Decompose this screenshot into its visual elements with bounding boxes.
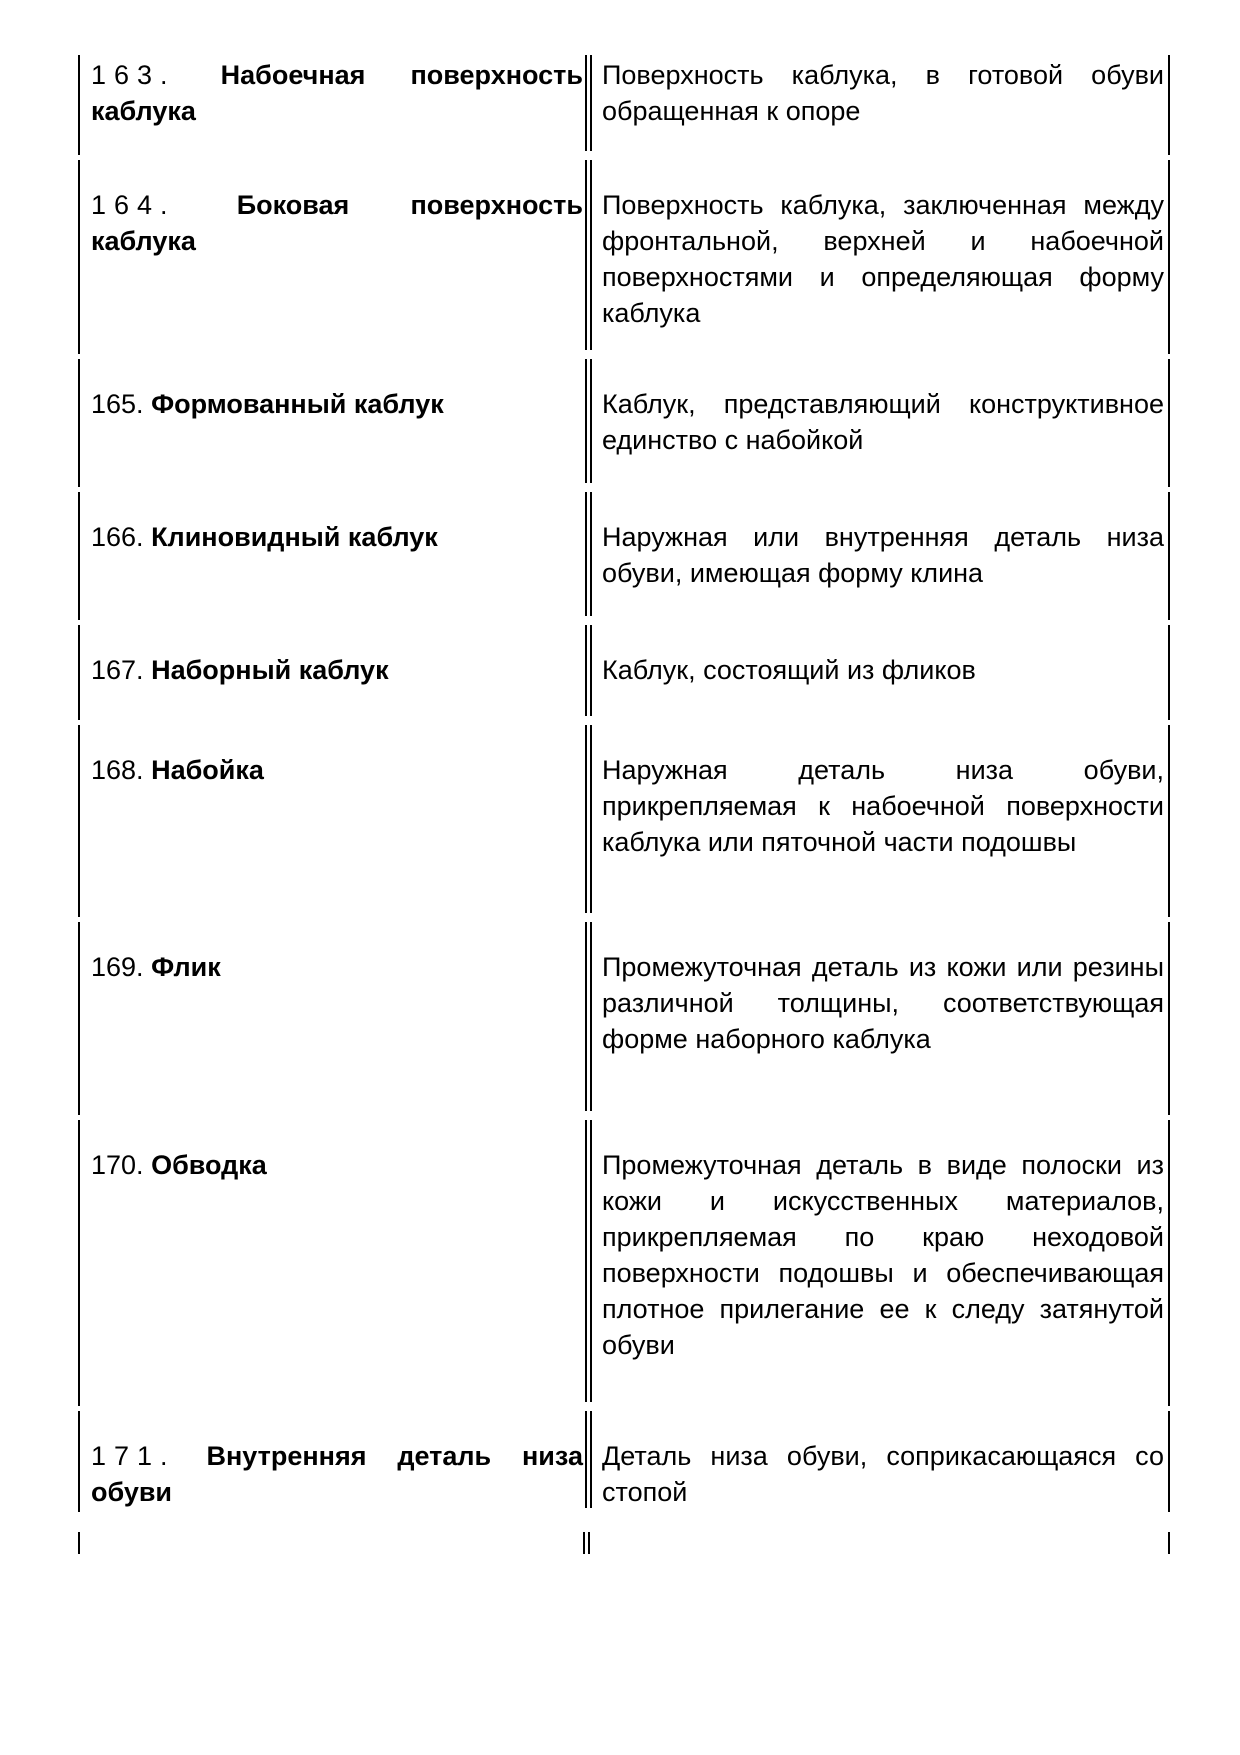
border-right — [1168, 1532, 1170, 1554]
term-name: Формованный каблук — [151, 389, 444, 419]
column-divider — [585, 1120, 592, 1406]
term-cell — [91, 57, 583, 129]
term-number: 169. — [91, 952, 144, 982]
term-number: 164. — [91, 190, 176, 220]
table-row — [78, 725, 1170, 917]
term-name: Наборный каблук — [151, 655, 389, 685]
term-name: Флик — [151, 952, 221, 982]
term-cell — [91, 519, 583, 555]
term-cell — [91, 1438, 583, 1510]
column-divider — [585, 1411, 592, 1512]
term-name: Обводка — [151, 1150, 267, 1180]
column-divider — [583, 1532, 590, 1554]
definition-cell: Наружная деталь низа обуви, прикрепляемая к набоечной поверхности каблука или пяточной части подошвы — [602, 755, 1164, 857]
table-row — [78, 359, 1170, 487]
term-cell — [91, 752, 583, 788]
column-divider — [585, 725, 592, 917]
table-row — [78, 1120, 1170, 1406]
term-number: 165. — [91, 389, 144, 419]
definition-cell: Деталь низа обуви, соприкасающаяся со стопой — [602, 1441, 1164, 1507]
column-divider — [585, 625, 592, 720]
table-row — [78, 922, 1170, 1115]
definition-cell: Промежуточная деталь из кожи или резины различной толщины, соответствующая форме наборного каблука — [602, 952, 1164, 1054]
column-divider — [585, 492, 592, 620]
definition-cell: Поверхность каблука, заключенная между фронтальной, верхней и набоечной поверхностями и определяющая форму каблука — [602, 190, 1164, 328]
term-cell — [91, 652, 583, 688]
term-number: 168. — [91, 755, 144, 785]
definition-cell: Поверхность каблука, в готовой обуви обращенная к опоре — [602, 60, 1164, 126]
term-name: Набоечная поверхность каблука — [91, 60, 583, 126]
term-name: Набойка — [151, 755, 264, 785]
terms-table — [78, 55, 1170, 1532]
term-number: 167. — [91, 655, 144, 685]
term-cell — [91, 1147, 583, 1183]
term-number: 166. — [91, 522, 144, 552]
term-cell — [91, 386, 583, 422]
term-number: 163. — [91, 60, 176, 90]
term-number: 170. — [91, 1150, 144, 1180]
definition-cell: Наружная или внутренняя деталь низа обуви, имеющая форму клина — [602, 522, 1164, 588]
term-name: Внутренняя деталь низа обуви — [91, 1441, 583, 1507]
term-name: Клиновидный каблук — [151, 522, 438, 552]
column-divider — [585, 160, 592, 354]
definition-cell: Промежуточная деталь в виде полоски из кожи и искусственных материалов, прикрепляемая по краю неходовой поверхности подошвы и обеспечивающая плотное прилегание ее к следу затянутой обуви — [602, 1150, 1164, 1360]
term-number: 171. — [91, 1441, 176, 1471]
table-row — [78, 625, 1170, 720]
definition-cell: Каблук, представляющий конструктивное единство с набойкой — [602, 389, 1164, 455]
table-row — [78, 55, 1170, 155]
term-cell — [91, 949, 583, 985]
column-divider — [585, 359, 592, 487]
term-cell — [91, 187, 583, 259]
table-row — [78, 1411, 1170, 1512]
table-row — [78, 160, 1170, 354]
column-divider — [585, 922, 592, 1115]
table-continuation — [78, 1532, 1170, 1554]
table-row — [78, 492, 1170, 620]
column-divider — [585, 55, 592, 155]
term-name: Боковая поверхность каблука — [91, 190, 583, 256]
definition-cell: Каблук, состоящий из фликов — [602, 655, 976, 685]
border-left — [78, 1532, 80, 1554]
